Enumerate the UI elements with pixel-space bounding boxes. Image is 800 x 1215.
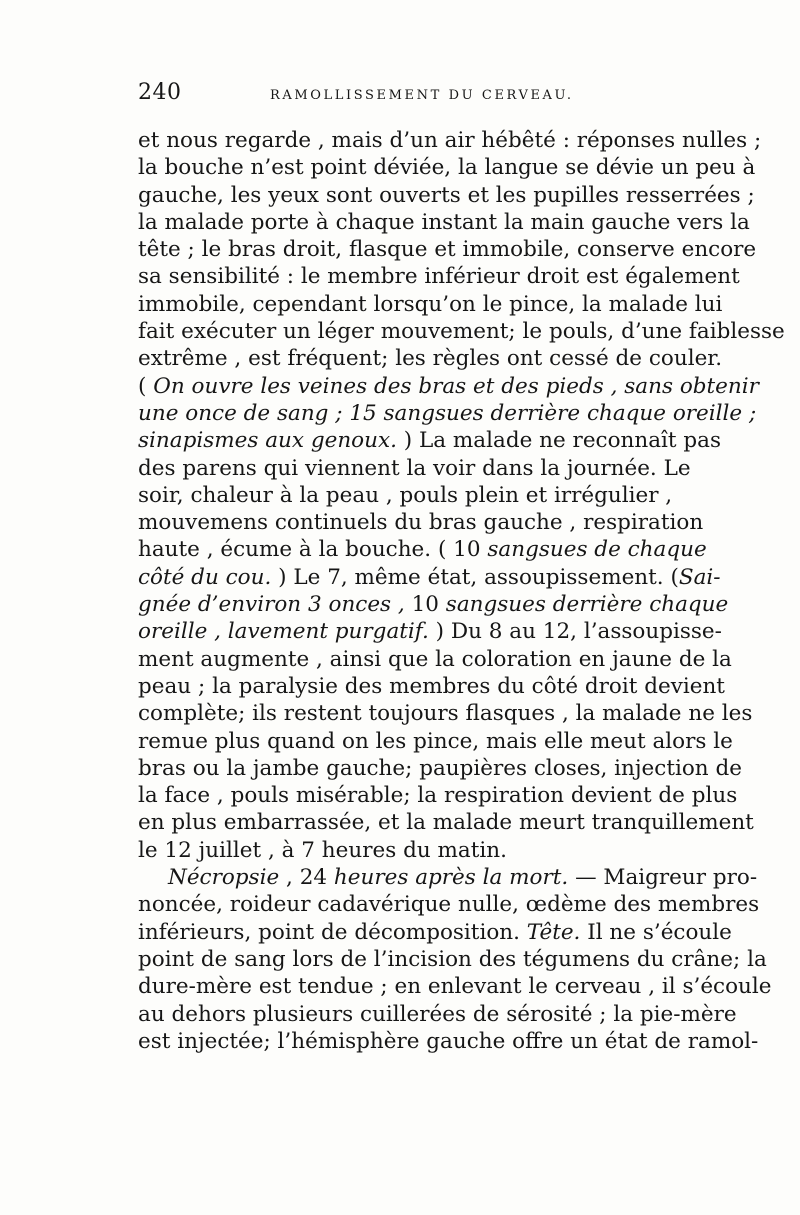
text-line: [138, 345, 723, 372]
italic-segment: Sai-: [678, 564, 721, 590]
text-segment: en plus embarrassée, et la malade meurt tranquillement: [138, 810, 754, 836]
italic-segment: une once de sang ; 15 sangsues derrière chaque oreille ;: [138, 400, 757, 426]
text-line: [138, 837, 660, 864]
italic-segment: côté du cou.: [138, 564, 272, 590]
text-line: [138, 755, 742, 782]
italic-segment: sinapismes aux genoux.: [138, 428, 397, 454]
running-head: RAMOLLISSEMENT DU CERVEAU.: [270, 88, 574, 103]
text-segment: noncée, roideur cadavérique nulle, œdème des membres: [138, 892, 760, 918]
body-text: [138, 127, 785, 1055]
text-line: [138, 946, 767, 973]
text-segment: ) Le 7, même état, assoupissement. (: [271, 564, 679, 590]
text-line: [138, 891, 760, 918]
text-line: [138, 564, 721, 591]
text-segment: et nous regarde , mais d’un air hébêté : réponses nulles ;: [138, 128, 762, 153]
text-segment: haute , écume à la bouche. ( 10: [138, 537, 488, 563]
page-header: [138, 80, 658, 120]
text-segment: remue plus quand on les pince, mais elle meut alors le: [138, 728, 733, 754]
text-line: [138, 864, 758, 891]
text-segment: des parens qui viennent la voir dans la journée. Le: [138, 455, 691, 481]
text-segment: immobile, cependant lorsqu’on le pince, la malade lui: [138, 291, 723, 317]
text-segment: Il ne s’écoule: [580, 919, 732, 945]
text-line: [138, 400, 757, 427]
text-line: [138, 455, 691, 482]
text-segment: peau ; la paralysie des membres du côté droit devient: [138, 673, 725, 699]
text-line: [138, 646, 732, 673]
text-line: [138, 1001, 737, 1028]
text-line: [138, 291, 723, 318]
text-line: [138, 182, 755, 209]
italic-segment: On ouvre les veines des bras et des pieds , sans obtenir: [153, 373, 759, 399]
text-segment: la face , pouls misérable; la respiration devient de plus: [138, 783, 738, 809]
text-line: [138, 236, 757, 263]
text-segment: inférieurs, point de décomposition.: [138, 919, 527, 945]
text-line: [138, 700, 753, 727]
text-segment: la malade porte à chaque instant la main gauche vers la: [138, 209, 750, 235]
text-line: [138, 127, 762, 154]
text-segment: tête ; le bras droit, flasque et immobile, conserve encore: [138, 237, 757, 263]
text-segment: bras ou la jambe gauche; paupières closes, injection de: [138, 755, 742, 781]
italic-segment: sangsues derrière chaque: [445, 592, 729, 618]
italic-segment: oreille , lavement purgatif.: [138, 619, 429, 645]
text-line: [138, 482, 673, 509]
text-segment: complète; ils restent toujours flasques , la malade ne les: [138, 701, 753, 727]
text-segment: dure-mère est tendue ; en enlevant le cerveau , il s’écoule: [138, 974, 772, 1000]
italic-segment: heures après la mort.: [333, 865, 569, 891]
text-line: [138, 427, 722, 454]
text-segment: gauche, les yeux sont ouverts et les pupilles resserrées ;: [138, 182, 755, 208]
text-segment: ) Du 8 au 12, l’assoupisse-: [428, 619, 722, 645]
text-line: [138, 782, 738, 809]
text-line: [138, 919, 732, 946]
text-line: [138, 536, 707, 563]
text-segment: la bouche n’est point déviée, la langue se dévie un peu à: [138, 155, 756, 181]
italic-segment: gnée d’environ 3 onces ,: [138, 592, 412, 618]
text-segment: soir, chaleur à la peau , pouls plein et irrégulier ,: [138, 482, 673, 508]
text-segment: point de sang lors de l’incision des tégumens du crâne; la: [138, 946, 767, 972]
text-segment: sa sensibilité : le membre inférieur droit est également: [138, 264, 740, 290]
text-segment: , 24: [279, 865, 334, 891]
text-segment: — Maigreur pro-: [568, 865, 758, 891]
text-segment: est injectée; l’hémisphère gauche offre un état de ramol-: [138, 1028, 759, 1054]
text-line: [138, 591, 729, 618]
text-line: [138, 154, 756, 181]
text-segment: extrême , est fréquent; les règles ont cessé de couler.: [138, 346, 723, 372]
text-segment: ) La malade ne reconnaît pas: [396, 428, 722, 454]
text-segment: le 12 juillet , à 7 heures du matin.: [138, 837, 507, 863]
text-segment: fait exécuter un léger mouvement; le pouls, d’une faiblesse: [138, 319, 785, 345]
text-line: [138, 973, 772, 1000]
italic-segment: Nécropsie: [168, 865, 280, 891]
text-segment: au dehors plusieurs cuillerées de sérosité ; la pie-mère: [138, 1001, 737, 1027]
text-segment: mouvemens continuels du bras gauche , respiration: [138, 510, 704, 536]
text-line: [138, 509, 704, 536]
text-line: [138, 728, 733, 755]
text-line: [138, 263, 740, 290]
page-number: 240: [138, 80, 182, 105]
italic-segment: Tête.: [526, 919, 581, 945]
text-segment: 10: [411, 592, 446, 618]
italic-segment: sangsues de chaque: [487, 537, 707, 563]
text-line: [138, 673, 725, 700]
text-line: [138, 209, 750, 236]
text-line: [138, 373, 759, 400]
text-line: [138, 809, 754, 836]
text-line: [138, 318, 785, 345]
text-segment: (: [138, 373, 154, 399]
text-line: [138, 618, 722, 645]
text-segment: ment augmente , ainsi que la coloration en jaune de la: [138, 646, 732, 672]
text-line: [138, 1028, 759, 1055]
